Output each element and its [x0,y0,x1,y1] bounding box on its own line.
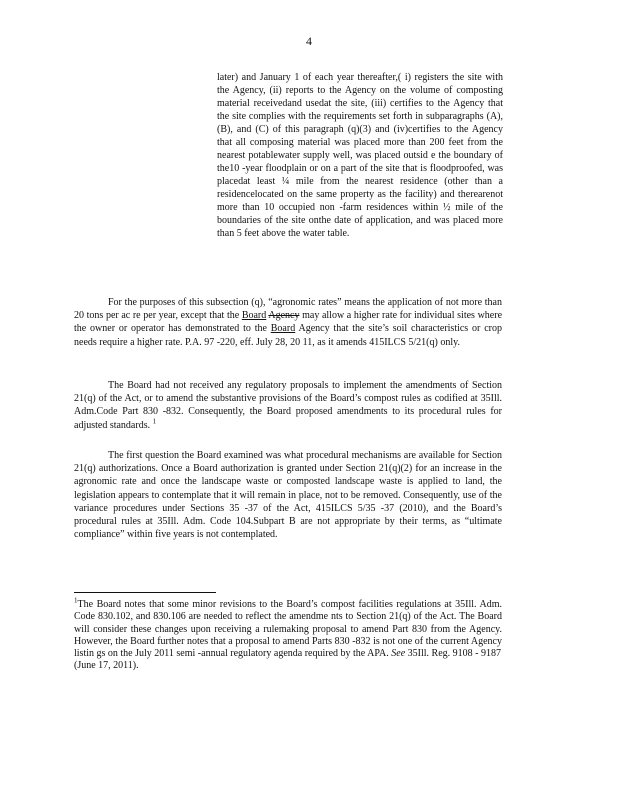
inserted-word-board: Board [270,323,296,335]
footnote [74,596,502,673]
para3-text: The first question the Board examined was what procedural mechanisms are available for Section 21(q) authorizations. Once a Board authorization is granted under Section 21(q)(2) for an increase in the agronomic rate and once the landscape waste or composted landscape waste is applied to land, the legislation appears to contemplate that it will remain in place, not to be removed. Consequently, use of the variance procedures under Sections 35 -37 of the Act, 415ILCS 5/35 -37 (2010), and the Board’s procedural rules at 35Ill. Adm. Code 104.Subpart B are not appropriate by their terms, as “ultimate compliance” within five years is not contemplated. [74,450,502,541]
footnote-text: The Board notes that some minor revisions to the Board’s compost facilities regulations at 35Ill. Adm. Code 830.102, and 830.106 are needed to reflect the amendme nts to Section 21(q) of the Act. The Board will consider these changes upon receiving a rulemaking proposal to amend Part 830 from the Agency. However, the Board further notes that a proposal to amend Parts 830 -832 is not one of the current Agency listin gs on the July 2011 semi -annual regulatory agenda required by the APA. [74,599,502,660]
para2-text: The Board had not received any regulatory proposals to implement the amendments of Section 21(q) of the Act, or to amend the substantive provisions of the Board’s compost rules as codified at 35Ill. Adm.Code Part 830 -832. Consequently, the Board proposed amendments to its procedural rules for adjusted standards. [74,380,502,431]
para1-text-start: For the purposes of this subsection (q), “agronomic rates” means the application of not more than 20 tons per ac re per year, except that the [74,297,502,322]
footnote-marker: 1 [74,596,78,605]
paragraph-agronomic-rates [74,296,502,349]
statutory-quote: later) and January 1 of each year thereafter,( i) registers the site with the Agency, (ii) reports to the Agency on the volume of composting material receivedand usedat the site, (iii) certifies to the Agency that the site complies with the requirements set forth in subparagraphs (A),(B), and (C) of this paragraph (q)(3) and (iv)certifies to the Agency that all composing material was placed more than 200 feet from the nearest potablewater supply well, was placed outsid e the boundary of the10 -year floodplain or on a part of the site that is floodproofed, was placedat least ¼ mile from the nearest residence (other than a residencelocated on the same property as the facility) and therearenot more than 10 occupied non -farm residences within ½ mile of the boundaries of the site onthe date of application, and was placed more than 5 feet above the water table. [217,72,503,239]
footnote-see-signal: See [391,648,406,660]
para1-text-end: Agency that the site’s soil characteristics or crop needs require a higher rate. P.A. 97 -220, eff. July 28, 20 11, as it amends 415ILCS 5/21(q) only. [74,323,502,348]
footnote-reference: 1 [152,417,157,426]
inserted-word-board: Board [241,310,267,322]
page-number: 4 [306,34,312,48]
paragraph-procedural-mechanisms [74,449,502,541]
paragraph-no-proposals [74,379,502,432]
footnote-citation: 35Ill. Reg. 9108 - 9187 [405,648,501,660]
footnote-divider [74,592,216,593]
footnote-last-line: (June 17, 2011). [74,660,139,672]
struck-word-agency: Agency [268,310,300,322]
para1-text-middle: may allow a higher rate for individual sites where the owner or operator has demonstrated to the [74,310,503,335]
